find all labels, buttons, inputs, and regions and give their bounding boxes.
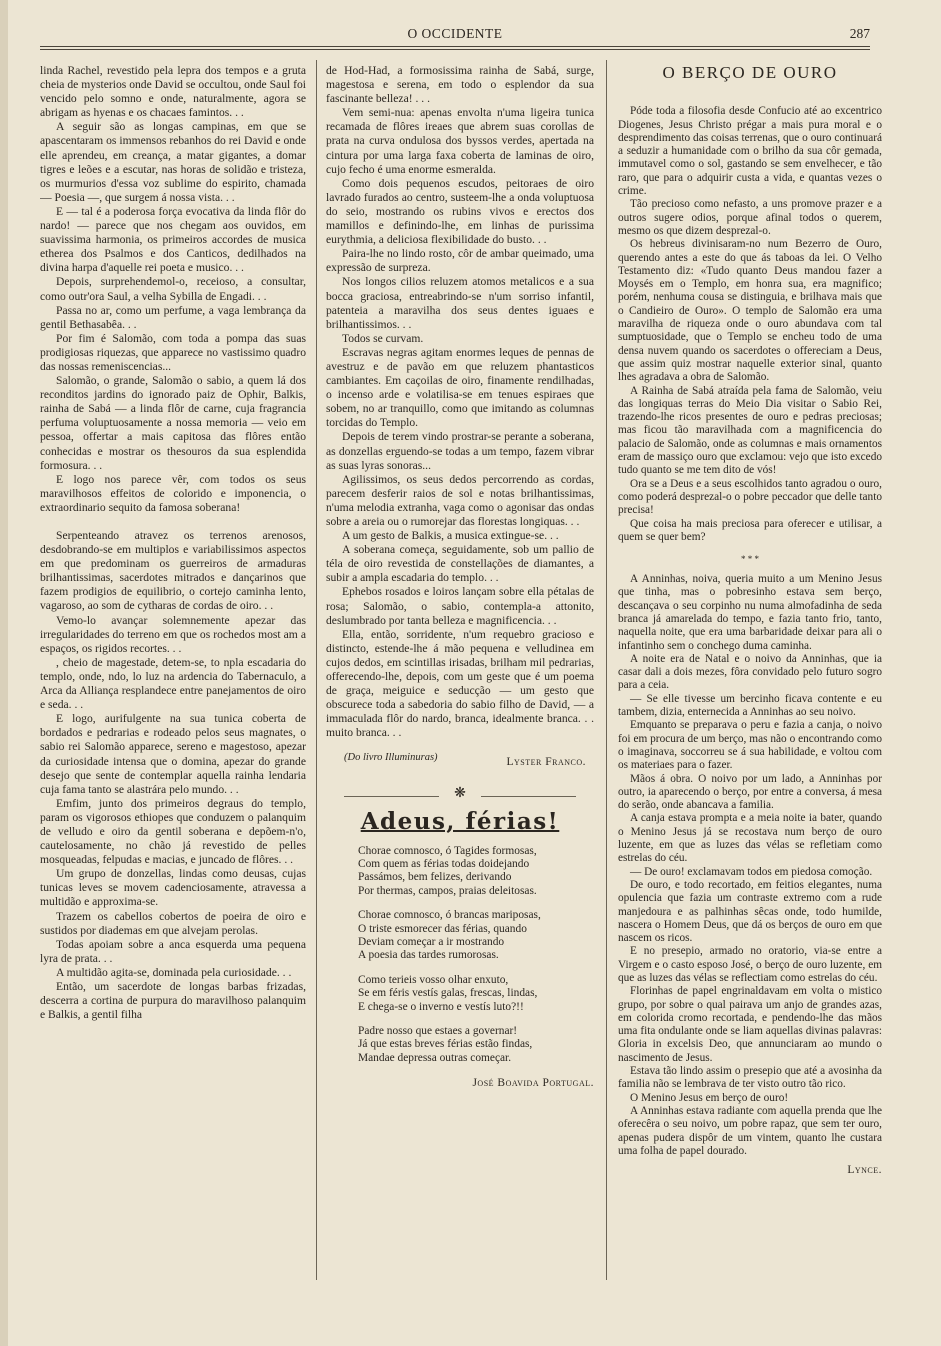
paragraph: de Hod-Had, a formosissima rainha de Sabá, surge, magestosa e serena, em todo o esplendor da sua fascinante belleza! . . . [326, 64, 594, 106]
column-divider-1 [316, 60, 317, 1280]
poem-line: Padre nosso que estaes a governar! [358, 1025, 518, 1038]
paragraph: A soberana começa, seguidamente, sob um pallio de téla de oiro revestida de constellações de diamantes, a subir a ampla escadaria do templo. . . [326, 543, 594, 585]
paragraph: linda Rachel, revestido pela lepra dos tempos e a gruta cheia de mysterios onde David se occultou, onde Saul foi vencido pelo somno e onde, naturalmente, agora se abrigam as hyenas e os chacaes famintos. . . [40, 64, 306, 120]
paragraph: A noite era de Natal e o noivo da Anninhas, que ia casar dali a dois mezes, fôra convidado pelo futuro sogro para a ceia. [618, 652, 882, 692]
paragraph: Os hebreus divinisaram-no num Bezerro de Ouro, querendo antes a este do que ás taboas da lei. O Velho Testamento diz: «Tudo quanto Deus mandou fazer a Moysés em o Templo, em honra sua, era magnifico; porém, nenhuma cousa se distinguia, e brilhava mais que o Candieiro de Ouro». O templo de Salomão era uma maravilha de riqueza onde o ouro abundava com tal sumptuosidade, que o Templo se encheu todo de uma densa nuvem quando os sacerdotes o offereciam a Deus, que assim quiz mostrar naquelle exterior sinal, quanto lhes agradava a obra de Salomão. [618, 238, 882, 384]
paragraph: Estava tão lindo assim o presepio que até a avosinha da familia não se lembrava de ter visto outro tão rico. [618, 1065, 882, 1091]
ornament-line [481, 796, 576, 797]
poem-stanza [358, 909, 594, 963]
section-break-asterisks: * * * [741, 554, 759, 565]
paragraph: Depois de terem vindo prostrar-se perante a soberana, as donzellas erguendo-se todas a um tempo, fazem vibrar as suas lyras sonoras... [326, 430, 594, 472]
paragraph: Salomão, o grande, Salomão o sabio, a quem lá dos reconditos jardins do ignorado paiz de Ophir, Balkis, rainha de Sabá — a linda flôr de carne, cuja fragrancia perfuma voluptuosamente a nossa memoria — veio em pessoa, offertar a mais capitosa das flôres então conhecidas e mostrar os thesouros da sua esplendida formosura. . . [40, 374, 306, 472]
paragraph: Ora se a Deus e a seus escolhidos tanto agradou o ouro, como poderá desprezal-o o pobre peccador que delle tanto precisa! [618, 477, 882, 517]
paragraph: A Anninhas estava radiante com aquella prenda que lhe oferecêra o seu noivo, um pobre rapaz, que sem ter ouro, apenas pudera dispôr de um vintem, quanto lhe custara uma folha de papel dourado. [618, 1104, 882, 1157]
paragraph: Trazem os cabellos cobertos de poeira de oiro e sustidos por diademas em que alvejam perolas. [40, 909, 306, 937]
page-edge [0, 0, 8, 1346]
paragraph: Agilissimos, os seus dedos percorrendo as cordas, parecem desferir raios de sol e notas brilhantissimas, n'uma melodia extranha, vaga como o agonisar das ondas sobre a areia ou o rumorejar das florestas longiquas. . . [326, 472, 594, 528]
paragraph: Ella, então, sorridente, n'um requebro gracioso e distincto, estende-lhe á mão pequena e velludinea em cujos dedos, em scintillas irisadas, brilham mil pedrarias, offerecendo-lhe, depois, com um geste que é um poema de graça, meiguice e seducção — um gesto que obscurece toda a sabedoria do sabio filho de David, — a immaculada flôr do nardo, branca, idealmente branca. . . muito branca. . . [326, 627, 594, 740]
article-author: Lynce. [847, 1164, 882, 1177]
paragraph: Passa no ar, como um perfume, a vaga lembrança da gentil Bethasabêa. . . [40, 303, 306, 331]
poem-line: Chorae comnosco, ó brancas mariposas, [358, 909, 541, 922]
paragraph: Escravas negras agitam enormes leques de pennas de avestruz e de pavão em que reluzem phantasticos cambiantes. Em caçoilas de oiro, finamente rendilhadas, o incenso arde e volatilisa-se em tenues espiraes que sobem, no ar tranquillo, como que imitando as columnas torcidas do Templo. [326, 345, 594, 430]
poem-line: Se em féris vestís galas, frescas, lindas, [358, 987, 538, 1000]
poem-author: José Boavida Portugal. [472, 1077, 594, 1090]
paragraph: — Se elle tivesse um bercinho ficava contente e eu tambem, dizia, enternecida a Anninhas ao seu noivo. [618, 692, 882, 719]
paragraph: Emquanto se preparava o peru e fazia a canja, o noivo foi em procura de um berço, mas não o encontrando como o imaginava, soccorreu se á sua habilidade, e voltou com os materiaes para o fazer. [618, 719, 882, 772]
poem-line: Com quem as férias todas doidejando [358, 858, 530, 870]
paragraph: Serpenteando atravez os terrenos arenosos, desdobrando-se em multiplos e variabilissimos aspectos em que predominam os guerreiros de armaduras brilhantissimas, sacerdotes mitrados e dançarinos que fazem prodigios de equilibrio, o cortejo caminha lento, vagaroso, ao som de cytharas de cordas de oiro. . . [40, 529, 306, 613]
paragraph: Que coisa ha mais preciosa para oferecer e utilisar, a quem se quer bem? [618, 517, 882, 543]
poem-stanza [358, 974, 594, 1014]
paragraph: O Menino Jesus em berço de ouro! [630, 1091, 789, 1104]
ornament-line [344, 796, 439, 797]
paragraph: E logo, aurifulgente na sua tunica coberta de bordados e pedrarias e rodeado pelos seus magnates, o sabio rei Salomão apparece, sereno e magestoso, apezar da curiosidade intensa que o domina, apezar do grande desejo que sente de contemplar aquella rainha lendaria cuja fama tanto se alastrára pelo mundo. . . [40, 712, 306, 796]
article-column-1 [40, 64, 306, 1284]
page-header [40, 24, 870, 44]
paragraph: A um gesto de Balkis, a musica extingue-se. . . [342, 529, 559, 543]
poem-line: Por thermas, campos, praias deleitosas. [358, 884, 537, 897]
header-rule-double [40, 49, 870, 50]
poem-title: Adeus, férias! [360, 807, 560, 835]
paragraph: E — tal é a poderosa força evocativa da linda flôr do nardo! — parece que nos chegam aos ouvidos, em suavissima harmonia, os primeiros accordes de musica etherea dos Psalmos e dos Canticos, dedilhados na divina harpa d'aquelle rei poeta e musico. . . [40, 204, 306, 275]
paragraph: Depois, surprehendemol-o, receioso, a consultar, como outr'ora Saul, a velha Sybilla de Engadi. . . [40, 275, 306, 303]
paragraph: Todos se curvam. [342, 331, 424, 345]
paragraph: Então, um sacerdote de longas barbas frizadas, descerra a cortina de purpura do maravilhoso palanquim e Balkis, a gentil filha [40, 980, 306, 1022]
paragraph: De ouro, e todo recortado, em feitios elegantes, numa opulencia que fazia um contraste extremo com a rude manjedoura e as palhinhas sêcas onde, todo humilde, nascera o Homem Deus, que dá os berços de ouro em que nascem os ricos. [618, 878, 882, 945]
paragraph: Vem semi-nua: apenas envolta n'uma ligeira tunica recamada de flôres ireaes que abrem suas corollas de prata na curva ondulosa dos byssos verdes, apertada na cintura por uma larga faxa coberta de laminas de oiro, cujo fecho é uma enorme esmeralda. [326, 106, 594, 176]
poem-line: A poesia das tardes rumorosas. [358, 949, 499, 962]
source-note: (Do livro Illuminuras) [344, 751, 438, 763]
paragraph: Póde toda a filosofia desde Confucio até ao excentrico Diogenes, Jesus Christo prégar a mais pura moral e o desprendimento das coisas terrenas, que o ouro continuará a seduzir a humanidade com o brilho da sua côr gemada, immutavel como o sol, gastando se sem envelhecer, e tão raro, que para o adquirir custa a vida, e quantas vezes o crime. [618, 105, 882, 198]
poem-line: Deviam começar a ir mostrando [358, 936, 505, 949]
poem-line: Já que estas breves férias estão findas, [358, 1038, 533, 1051]
poem-line: Como terieis vosso olhar enxuto, [358, 973, 509, 986]
publication-title: O OCCIDENTE [407, 26, 503, 41]
paragraph: Nos longos cilios reluzem atomos metalicos e a sua bocca graciosa, entreabrindo-se n'um sorriso infantil, patenteia a maravilha dos seus dentes iguaes e brilhantissimos. . . [326, 275, 594, 331]
column-divider-2 [606, 60, 607, 1280]
poem-stanza [358, 1025, 594, 1065]
paragraph: Como dois pequenos escudos, peitoraes de oiro lavrado furados ao centro, susteem-lhe a onda voluptuosa do seio, mostrando os rubins vivos e erectos dos mamillos e definindo-lhe, em linhas de purissima eurythmia, a deliciosa flexibilidade do busto. . . [326, 176, 594, 247]
fleuron-icon: ❋ [454, 785, 466, 801]
paragraph: A seguir são as longas campinas, em que se apascentaram os immensos rebanhos do rei David e onde elle aprendeu, em creança, a matar gigantes, a domar tigres e leões e a escutar, nas horas de solidão e tristeza, os murmurios d'essa voz sublime do espirito, chamada — Poesia —, que surgem á nossa vista. . . [40, 120, 306, 204]
paragraph: A canja estava prompta e a meia noite ia bater, quando o Menino Jesus já se recostava num berço de ouro luzente, em que as luzes das vélas se refletiam como estrelas do céu. [618, 812, 882, 865]
paragraph: , cheio de magestade, detem-se, to npla escadaria do templo, onde, ndo, lo luz na ardencia do Tabernaculo, a Arca da Alliança resplandece entre panejamentos de oiro e seda. . . [40, 655, 306, 712]
paragraph: Por fim é Salomão, com toda a pompa das suas prodigiosas riquezas, que apparece no vastissimo quadro das nossas remeniscencias... [40, 331, 306, 373]
paragraph: A Anninhas, noiva, queria muito a um Menino Jesus que tinha, mas o pobresinho estava sem berço, descançava o seu corpinho nu numa almofadinha de seda branca já amarelada do tempo, e fazia tanto frio, tanto, naquella noite, que era uma barbaridade deixar para ali o infantinho sem o conchego duma caminha. [618, 573, 882, 652]
paragraph: Florinhas de papel engrinaldavam em volta o mistico grupo, por sobre o qual pairava um anjo de grandes azas, em colorida cromo recortada, e pendendo-lhe das mãos uma fita ondulante onde se liam aquellas divinas palavras: Gloria in excelsis Deo, que annunciaram ao mundo o nascimento de Jesus. [618, 985, 882, 1064]
paragraph: Emfim, junto dos primeiros degraus do templo, param os vigorosos ethiopes que conduzem o palanquim de velludo e oiro da gentil soberana e depõem-n'o, cautelosamente, no chão já revestido de pelles mosqueadas, felpudas e macias, e juncado de flôres. . . [40, 796, 306, 867]
paragraph: Um grupo de donzellas, lindas como deusas, cujas tunicas leves se movem cadenciosamente, atravessa a multidão e approxima-se. [40, 867, 306, 909]
paragraph: Paira-lhe no lindo rosto, côr de ambar queimado, uma expressão de surpreza. [326, 247, 594, 275]
paragraph: A Rainha de Sabá atraída pela fama de Salomão, veiu das longiquas terras do Meio Dia visitar o Sabio Rei, trazendo-lhe ricos presentes de ouro e pedras preciosas; mas ficou tão maravilhada com a magnificencia do palacio de Salomão, onde as columnas e mais ornamentos eram de massiço ouro que exclamou: vejo que isto excedo tudo quanto se me tem dito de vós! [618, 384, 882, 477]
paragraph: Vemo-lo avançar solemnemente apezar das irregularidades do terreno em que os rochedos most am a espaços, os rigidos recortes. . . [40, 613, 306, 655]
article-credit [326, 751, 594, 769]
article-title: O BERÇO DE OURO [662, 64, 838, 82]
paragraph: E no presepio, armado no oratorio, via-se entre a Virgem e o casto esposo José, o berço de ouro luzente, em que as luzes das vélas se reflectiam como estrelas do céu. [618, 945, 882, 984]
article-column-3 [618, 64, 882, 1284]
paragraph: Ephebos rosados e loiros lançam sobre ella pétalas de rosa; Salomão, o sabio, contempla-a attonito, deslumbrado por tanta belleza e magnificencia. . . [326, 585, 594, 627]
poem-line: Chorae comnosco, ó Tagides formosas, [358, 844, 537, 857]
paragraph: Todas apoiam sobre a anca esquerda uma pequena lyra de prata. . . [40, 937, 306, 965]
paragraph: E logo nos parece vêr, com todos os seus maravilhosos effeitos de colorido e imponencia, o extraordinario sequito da famosa soberana! [40, 472, 306, 514]
poem-stanza [358, 845, 594, 899]
section-ornament [326, 787, 594, 805]
paragraph: Mãos á obra. O noivo por um lado, a Anninhas por outro, ia aparecendo o berço, por entre a conversa, á mesa do serão, onde abancava a familia. [618, 772, 882, 812]
poem-line: Mandae depressa outras começar. [358, 1051, 512, 1064]
page-number: 287 [849, 26, 870, 41]
paragraph: — De ouro! exclamavam todos em piedosa comoção. [630, 865, 873, 878]
poem [358, 845, 594, 1066]
article-author: Lyster Franco. [506, 755, 586, 768]
poem-line: E chega-se o inverno e vestís luto?!! [358, 1000, 524, 1013]
article-column-2 [326, 64, 594, 1284]
header-rule [40, 46, 870, 47]
poem-line: O triste esmorecer das férias, quando [358, 922, 527, 935]
poem-line: Passámos, bem felizes, derivando [358, 871, 512, 884]
paragraph: A multidão agita-se, dominada pela curiosidade. . . [56, 965, 292, 979]
paragraph: Tão precioso como nefasto, a uns promove prazer e a outros sugere odios, porque afinal todos o querem, mesmo os que dizem desprezal-o. [618, 198, 882, 237]
